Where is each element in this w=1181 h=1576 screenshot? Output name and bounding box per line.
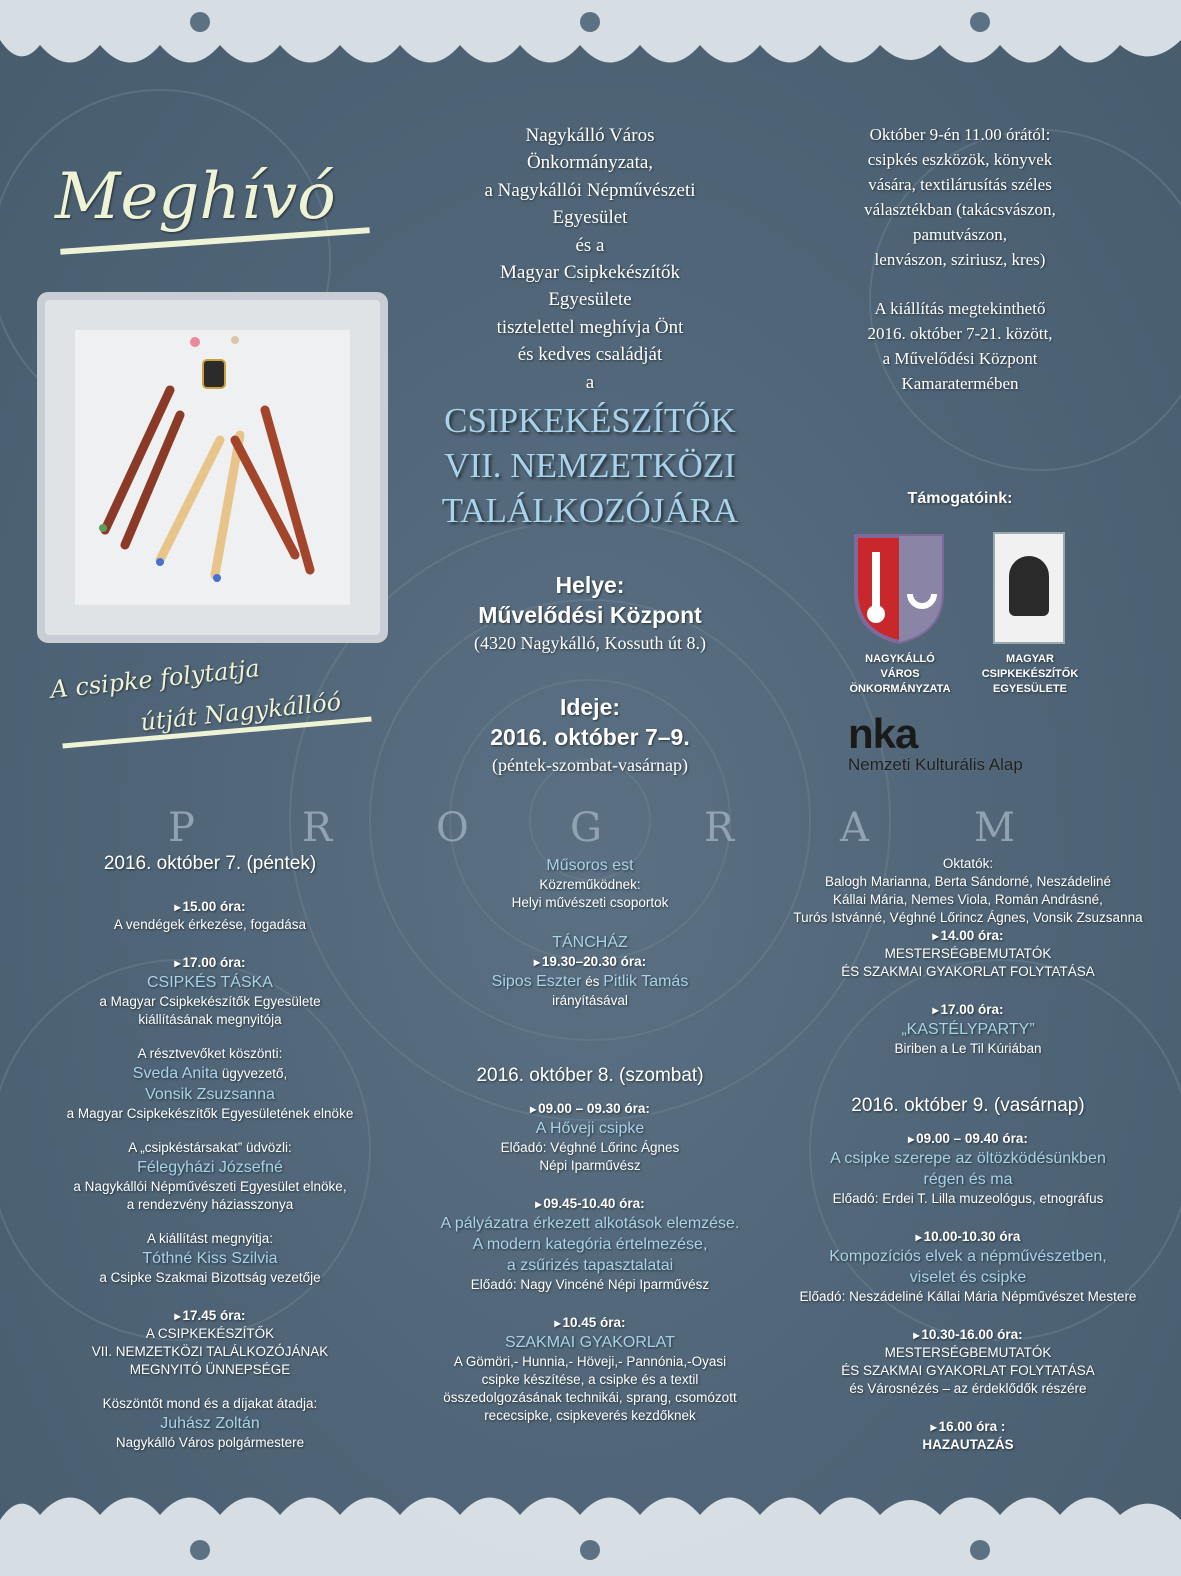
day1-text: a Magyar Csipkekészítők Egyesülete [99,994,321,1009]
fair-line: választékban (takácsvászon, [864,200,1056,219]
intro-line: Önkormányzata, [526,152,654,174]
event-title-line: VII. NEMZETKÖZI [444,446,736,485]
day1-text: MEGNYITÓ ÜNNEPSÉGE [129,1362,291,1377]
person-role: Nagykálló Város polgármestere [115,1435,305,1450]
teachers-list: Kállai Mária, Nemes Viola, Román Andrásné, [833,892,1103,907]
day1-column [20,852,400,1452]
nka-logo [848,712,917,756]
program-letter: M [974,805,1015,851]
logo2-line: EGYESÜLETE [993,683,1067,695]
session-title: A csipke szerepe az öltözködésünkben [830,1150,1106,1167]
program-letter: A [840,805,869,851]
right-text: HAZAUTAZÁS [922,1437,1014,1452]
right-column [778,855,1158,1454]
day1-text: A vendégek érkezése, fogadása [113,917,307,932]
right-time-3: ▸ 09.00 – 09.40 óra: [778,1130,1158,1148]
nagykallo-coat-of-arms [852,532,946,644]
person-name: Tóthné Kiss Szilvia [142,1250,278,1267]
teachers-label: Oktatók: [942,856,994,871]
venue-name: Művelődési Központ [478,602,702,628]
invitation-title: Meghívó [55,160,336,234]
nka-mark: nka [848,710,918,757]
program-letter: G [570,805,602,851]
day1-text: A résztvevőket köszönti: [137,1046,283,1061]
venue-label: Helye: [555,572,625,598]
venue-address: (4320 Nagykálló, Kossuth út 8.) [474,633,706,653]
right-text: ÉS SZAKMAI GYAKORLAT FOLYTATÁSA [841,964,1095,979]
person-name: Vonsik Zsuzsanna [145,1086,275,1103]
right-text: és Városnézés – az érdeklődők részére [849,1381,1087,1396]
day3-heading: 2016. október 9. (vasárnap) [851,1095,1085,1116]
day2-heading: 2016. október 8. (szombat) [476,1065,704,1086]
mid-text: Előadó: Nagy Vincéné Népi Iparművész [470,1277,710,1292]
person-name: Pitlik Tamás [603,973,689,990]
tagline-line1: A csipke folytatja [49,654,261,704]
right-text: MESTERSÉGBEMUTATÓK [884,1345,1052,1360]
right-time-5: ▸ 10.30-16.00 óra: [778,1326,1158,1344]
day1-heading: 2016. október 7. (péntek) [103,853,317,874]
program-letter: R [302,805,333,851]
person-role: ügyvezető, [218,1066,288,1081]
day2-time-3: ▸ 10.45 óra: [400,1314,780,1332]
right-time-4: ▸ 10.00-10.30 óra [778,1228,1158,1246]
bobbins-illustration [45,300,380,635]
program-letter: R [704,805,735,851]
party-title: „KASTÉLYPARTY” [901,1021,1035,1038]
session-title: A modern kategória értelmezése, [472,1236,708,1253]
day1-highlight: CSIPKÉS TÁSKA [147,974,273,991]
day2-time-1: ▸ 09.00 – 09.30 óra: [400,1100,780,1118]
evening-title: Műsoros est [546,857,634,874]
lace-photo [45,300,380,635]
right-text: Előadó: Erdei T. Lilla muzeológus, etnográfus [832,1191,1104,1206]
day1-text: kiállításának megnyitója [138,1012,282,1027]
teachers-list: Balogh Marianna, Berta Sándorné, Neszádeliné [825,874,1111,889]
right-text: Biriben a Le Til Kúriában [894,1041,1042,1056]
session-title: a zsűrizés tapasztalatai [506,1257,674,1274]
intro-line: és a [575,234,605,256]
association-logo [993,532,1065,644]
person-name: Juhász Zoltán [160,1415,260,1432]
day1-text: Köszöntőt mond és a díjakat átadja: [102,1396,318,1411]
intro-line: a [585,371,595,393]
session-title: A Hőveji csipke [535,1120,645,1137]
session-title: régen és ma [923,1171,1013,1188]
mid-text: csipke készítése, a csipke és a textil [481,1372,699,1387]
program-letter: O [436,805,469,851]
conjunction: és [581,974,604,989]
day1-text: VII. NEMZETKÖZI TALÁLKOZÓJÁNAK [91,1344,329,1359]
fair-info [810,122,1110,396]
intro-line: Egyesülete [548,289,632,311]
event-title-line: TALÁLKOZÓJÁRA [441,491,739,530]
date-block [420,692,760,778]
event-title-line: CSIPKEKÉSZÍTŐK [444,401,736,440]
person-role: a Nagykállói Népművészeti Egyesület elnöke, [73,1179,347,1194]
right-time-2: ▸ 17.00 óra: [778,1001,1158,1019]
logo2-caption [960,652,1100,697]
session-title: Kompozíciós elvek a népművészetben, [829,1248,1107,1265]
mid-text: A Gömöri,- Hunnia,- Höveji,- Pannónia,-Oyasi [453,1354,727,1369]
venue-block [420,570,760,656]
right-time-6: ▸ 16.00 óra : [778,1418,1158,1436]
right-text: MESTERSÉGBEMUTATÓK [884,946,1052,961]
exhibit-line: Kamaratermében [901,374,1019,393]
intro-line: Egyesület [552,207,628,229]
person-name: Sipos Eszter [491,973,582,990]
supporters-label: Támogatóink: [907,490,1013,507]
exhibit-line: a Művelődési Központ [882,349,1038,368]
teachers-list: Turós Istvánné, Véghné Lőrincz Ágnes, Vonsik Zsuzsanna [793,910,1143,925]
person-role: a Csipke Szakmai Bizottság vezetője [99,1270,321,1285]
event-title [420,398,760,533]
mid-text: Népi Iparművész [539,1158,641,1173]
intro-line: a Nagykállói Népművészeti [484,179,696,201]
fair-line: csipkés eszközök, könyvek [867,150,1053,169]
day1-text: A kiállítást megnyitja: [146,1231,274,1246]
mid-text: irányításával [552,993,628,1008]
nka-name: Nemzeti Kulturális Alap [848,755,1023,774]
mid-column [400,855,780,1425]
intro-line: tisztelettel meghívja Önt [496,316,684,338]
logo1-line: ÖNKORMÁNYZATA [849,683,951,695]
event-dates: 2016. október 7–9. [490,724,690,750]
mid-text: Közreműködnek: [539,877,641,892]
mid-text: Helyi művészeti csoportok [511,895,669,910]
mid-text: rececsipke, csipkeverés kezdőknek [484,1408,696,1423]
fair-line: Október 9-én 11.00 órától: [869,125,1051,144]
person-name: Sveda Anita [132,1065,219,1082]
day1-text: A CSIPKEKÉSZÍTŐK [145,1326,275,1341]
date-label: Ideje: [559,694,621,720]
fair-line: pamutvászon, [913,225,1007,244]
logo1-line: NAGYKÁLLÓ [865,653,935,665]
session-title: viselet és csipke [909,1269,1027,1286]
intro-line: és kedves családját [517,344,663,366]
logo2-line: MAGYAR [1006,653,1054,665]
exhibit-line: A kiállítás megtekinthető [874,299,1046,318]
session-title: A pályázatra érkezett alkotások elemzése. [440,1215,740,1232]
fair-line: lenvászon, sziriusz, kres) [874,250,1046,269]
dance-time: ▸ 19.30–20.30 óra: [400,953,780,971]
right-text: Előadó: Neszádeliné Kállai Mária Népművészet Mestere [799,1289,1137,1304]
day1-time-1: ▸ 15.00 óra: [20,898,400,916]
day1-time-2: ▸ 17.00 óra: [20,954,400,972]
day1-text: A „csipkéstársakat” üdvözli: [128,1140,292,1155]
logo1-caption [830,652,970,697]
right-text: ÉS SZAKMAI GYAKORLAT FOLYTATÁSA [841,1363,1095,1378]
person-role: a Magyar Csipkekészítők Egyesületének elnöke [66,1106,354,1121]
program-letter: P [168,805,195,851]
day1-time-3: ▸ 17.45 óra: [20,1307,400,1325]
event-days: (péntek-szombat-vasárnap) [492,755,688,775]
session-title: SZAKMAI GYAKORLAT [504,1334,676,1351]
mid-text: Előadó: Véghné Lőrinc Ágnes [500,1140,680,1155]
fair-line: vására, textilárusítás széles [868,175,1052,194]
dance-title: TÁNCHÁZ [552,934,628,951]
exhibit-line: 2016. október 7-21. között, [867,324,1053,343]
logo2-line: CSIPKEKÉSZÍTŐK [981,668,1079,680]
intro-line: Nagykálló Város [525,125,655,146]
person-name: Félegyházi Józsefné [137,1159,283,1176]
tagline-line2: útját Nagykállóó [139,687,343,737]
mid-text: összedolgozásának technikái, sprang, csomózott [443,1390,737,1405]
person-role: a rendezvény háziasszonya [126,1197,294,1212]
intro-text [420,122,760,396]
logo1-line: VÁROS [880,668,920,680]
intro-line: Magyar Csipkekészítők [500,262,680,284]
day2-time-2: ▸ 09.45-10.40 óra: [400,1195,780,1213]
right-time-1: ▸ 14.00 óra: [778,927,1158,945]
